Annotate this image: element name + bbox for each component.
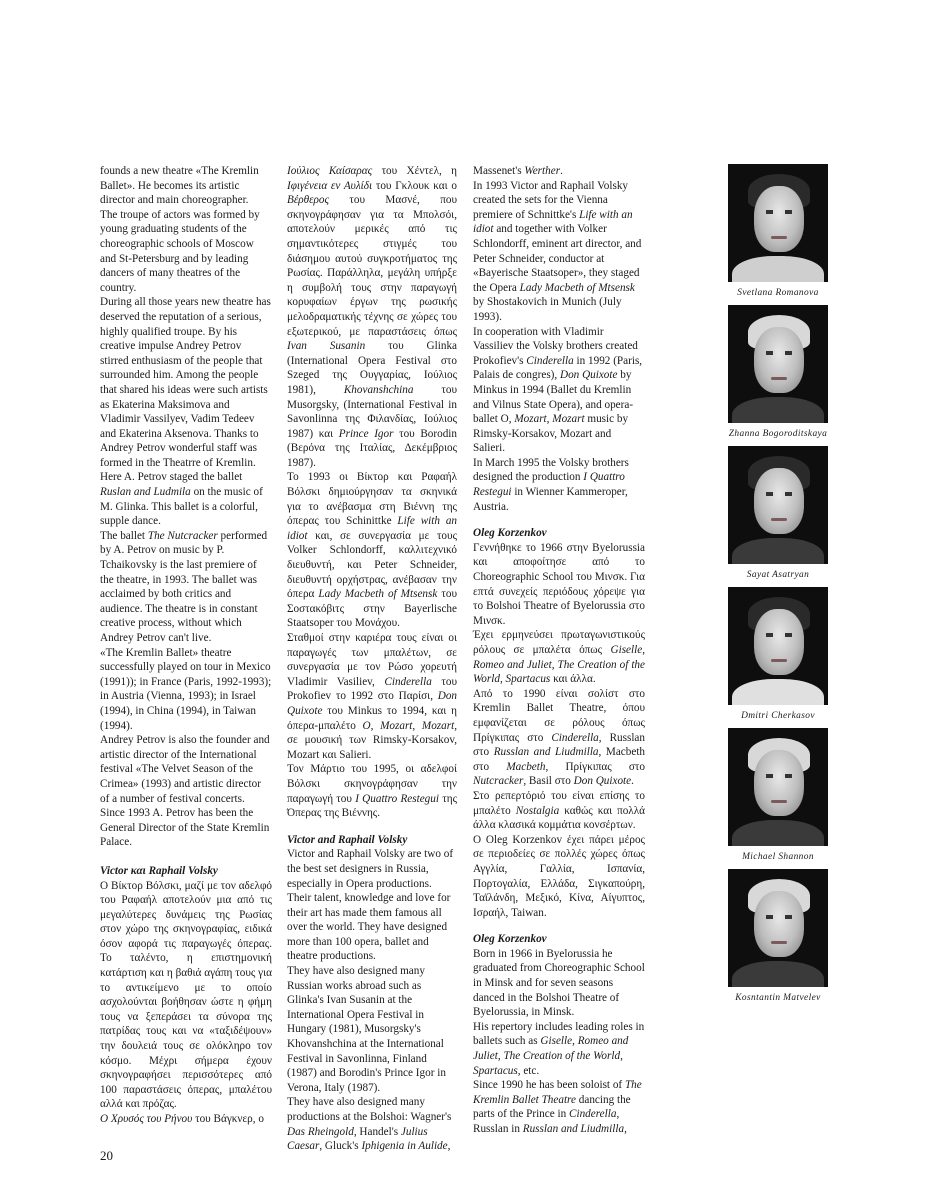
portrait	[728, 164, 830, 298]
paragraph: Τον Μάρτιο του 1995, οι αδελφοί Βόλσκι σκηνογράφησαν την παραγωγή του I Quattro Restegui της Όπερας της Βιέννης.	[287, 763, 458, 820]
paragraph: Victor and Raphail Volsky are two of the best set designers in Russia, especially in Opera productions. Their talent, knowledge and love for their art has made them famous all over the world. They have designed more than 100 opera, ballet and theatre productions.	[287, 848, 454, 963]
section-heading: Oleg Korzenkov	[473, 933, 547, 946]
paragraph: The troupe of actors was formed by young graduating students of the choreographic schools of Moscow and St-Petersburg and by leading dancers of many theatres of the country.	[100, 208, 260, 294]
paragraph: During all those years new theatre has deserved the reputation of a serious, highly qualified troupe. By his creative impulse Andrey Petrov stirred enthusiasm of the people that surrounded him. Among the people that shared his ideas were such artists as Ekaterina Maksimova and Vladimir Vassilyev, Vadim Tedeev and Ekaterina Aksenova. Thanks to Andrey Petrov wonderful staff was formed in the Theatrre of Kremlin.	[100, 296, 271, 469]
paragraph: Since 1993 A. Petrov has been the General Director of the State Kremlin Palace.	[100, 807, 270, 849]
section-heading: Victor και Raphail Volsky	[100, 864, 218, 877]
paragraph: «The Kremlin Ballet» theatre successfully played on tour in Mexico (1991)); in France (Paris, 1992-1993); in Austria (Vienna, 1993); in Israel (1994), in China (1994), in Taiwan (1994).	[100, 646, 272, 732]
paragraph: Since 1990 he has been soloist of The Kremlin Ballet Theatre dancing the parts of the Prince in Cinderella, Russlan in Russlan and Liudmilla,	[473, 1079, 642, 1135]
portrait-caption: Svetlana Romanova	[737, 288, 819, 298]
column-2	[287, 164, 457, 1154]
portrait	[728, 869, 830, 1003]
paragraph: Σταθμοί στην καριέρα τους είναι οι παραγωγές των μπαλέτων, σε συνεργασία με τον Ρώσο χορευτή Vladimir Vasiliev, Cinderella του Prokofiev το 1992 στο Παρίσι, Don Quixote του Minkus το 1994, και η όπερα-μπαλέτο O, Mozart, Mozart, σε μουσική των Rimsky-Korsakov, Mozart και Salieri.	[287, 632, 458, 761]
paragraph: Here A. Petrov staged the ballet Ruslan and Ludmila on the music of M. Glinka. This ballet is a colorful, supple dance.	[100, 471, 263, 528]
paragraph: Andrey Petrov is also the founder and artistic director of the International festival «The Velvet Season of the Crimea» (1993) and artistic director of a number of festival concerts.	[100, 734, 270, 805]
paragraph: Το 1993 οι Βίκτορ και Ραφαήλ Βόλσκι δημιούργησαν τα σκηνικά για το ανέβασμα στη Βιέννη της όπερας του Schinittke Life with an idiot και, σε συνεργασία με τους Volker Schlondorff, καλλιτεχνικό διευθυντή, και Peter Schneider, διευθυντή ορχήστρας, ανέβασαν την όπερα Lady Macbeth of Mtsensk του Σοστακόβιτς στην Bayerlische Staatsoper του Μονάχου.	[287, 471, 458, 630]
portrait-caption: Kosntantin Matvelev	[735, 993, 821, 1003]
paragraph: In cooperation with Vladimir Vassiliev the Volsky brothers created Prokofiev's Cinderella in 1992 (Paris, Palais de congres), Don Quixote by Minkus in 1994 (Ballet du Kremlin and Vilnus State Opera), and opera-ballet O, Mozart, Mozart music by Rimsky-Korsakov, Mozart and Salieri.	[473, 325, 643, 455]
portrait	[728, 728, 830, 862]
portrait-caption: Zhanna Bogoroditskaya	[728, 429, 828, 439]
paragraph: Born in 1966 in Byelorussia he graduated from Choreographic School in Minsk and for seven seasons danced in the Bolshoi Theatre of Byelorussia, in Minsk.	[473, 947, 645, 1019]
portrait-photo-icon	[728, 869, 828, 987]
portrait-photo-icon	[728, 446, 828, 564]
portrait	[728, 305, 830, 439]
paragraph: founds a new theatre «The Kremlin Ballet». He becomes its artistic director and main choreographer.	[100, 165, 259, 207]
portrait	[728, 587, 830, 721]
paragraph: The ballet The Nutcracker performed by A. Petrov on music by P. Tchaikovsky is the last premiere of the theatre, in 1993. The ballet was acclaimed by both critics and audience. The theatre is in constant creative process, without which Andrey Petrov can't live.	[100, 529, 268, 644]
paragraph: In 1993 Victor and Raphail Volsky created the sets for the Vienna premiere of Schnittke's Life with an idiot and together with Volker Schlondorff, eminent art director, and Peter Schneider, conductor at «Bayerische Staatsoper», they staged the Opera Lady Macbeth of Mtsensk by Shostakovich in Munich (July 1993).	[473, 179, 642, 323]
paragraph: Ο Βίκτορ Βόλσκι, μαζί με τον αδελφό του Ραφαήλ αποτελούν μια από τις μεγαλύτερες δυνάμεις της Ρωσίας στον χώρο της σκηνογραφίας, ειδικά όσον αφορά τις παραγωγές όπερας. Το ταλέντο, η επιστημονική κατάρτιση και η βαθιά αγάπη τους για το αντικείμενο με το οποίο ασχολούνται βοήθησαν ώστε η φήμη τους να ξεπεράσει τα σύνορα της πατρίδας τους και να «ταξιδέψουν» την δουλειά τους σε ολόκληρο τον κόσμο. Μέχρι σήμερα έχουν σκηνογραφήσει περισσότερες από 100 παραστάσεις όπερας, μπαλέτου αλλά και πρόζας.	[100, 879, 272, 1111]
portrait-caption: Sayat Asatryan	[746, 570, 810, 580]
paragraph: They have also designed many productions at the Bolshoi: Wagner's Das Rheingold, Handel's Julius Caesar, Gluck's Iphigenia in Aulide,	[287, 1096, 452, 1153]
paragraph: They have also designed many Russian works abroad such as Glinka's Ivan Susanin at the International Opera Festival in Hungary (1981), Musorgsky's Khovanshchina at the International Festival in Savonlinna, Finland (1987) and Borodin's Prince Igor in Verona, Italy (1987).	[287, 965, 446, 1094]
paragraph: Έχει ερμηνεύσει πρωταγωνιστικούς ρόλους σε μπαλέτα όπως Giselle, Romeo and Juliet, The Creation of the World, Spartacus και άλλα.	[473, 629, 646, 686]
paragraph: Ο Oleg Korzenkov έχει πάρει μέρος σε περιοδείες σε πολλές χώρες όπως Αγγλία, Γαλλία, Ισπανία, Πορτογαλία, Ελλάδα, Σιγκαπούρη, Ταϊλάνδη, Μεξικό, Κίνα, Αίγυπτος, Ισραήλ, Taiwan.	[473, 833, 645, 919]
page-number: 20	[100, 1148, 113, 1163]
portrait-caption: Michael Shannon	[742, 852, 814, 862]
paragraph: Massenet's Werther.	[473, 165, 563, 177]
portrait-photo-icon	[728, 164, 828, 282]
column-3	[473, 164, 645, 1137]
section-heading: Victor and Raphail Volsky	[287, 833, 408, 846]
paragraph: In March 1995 the Volsky brothers designed the production I Quattro Restegui in Wienner Kammeroper, Austria.	[473, 456, 629, 513]
paragraph: Στο ρεπερτόριό του είναι επίσης το μπαλέτο Nostalgia καθώς και πολλά άλλα κλασικά κομμάτια κονσέρτων.	[473, 789, 646, 832]
section-heading: Oleg Korzenkov	[473, 527, 547, 540]
paragraph: His repertory includes leading roles in ballets such as Giselle, Romeo and Juliet, The Creation of the World, Spartacus, etc.	[473, 1020, 645, 1077]
portrait-photo-icon	[728, 305, 828, 423]
portrait-caption: Dmitri Cherkasov	[741, 711, 815, 721]
portrait	[728, 446, 830, 580]
paragraph: Ο Χρυσός του Ρήνου του Βάγκνερ, ο	[100, 1113, 264, 1125]
portrait-photo-icon	[728, 728, 828, 846]
paragraph: Ιούλιος Καίσαρας του Χέντελ, η Ιφιγένεια εν Αυλίδι του Γκλουκ και ο Βέρθερος του Μασνέ, που σκηνογράφησαν για τα Μπολσόι, αποτελούν μερικές από τις σημαντικότερες στιγμές του διάσημου αυτού συγκροτήματος της Ρωσίας. Παράλληλα, μεγάλη υπήρξε η συμβολή τους στην παραγωγή κορυφαίων έργων της ρωσικής μελοδραματικής τέχνης σε χώρες του εξωτερικού, με παραστάσεις όπως Ivan Susanin του Glinka (International Opera Festival στο Szeged της Ουγγαρίας, Ιούλιος 1981), Khovanshchina του Musorgsky, (International Festival in Savonlinna της Φιλανδίας, Ιούλιος 1987) και Prince Igor του Borodin (Βερόνα της Ιταλίας, Δεκέμβριος 1987).	[287, 165, 458, 469]
paragraph: Από το 1990 είναι σολίστ στο Kremlin Ballet Theatre, όπου εμφανίζεται σε ρόλους όπως Πρίγκιπας στο Cinderella, Russlan στο Russlan and Liudmilla, Macbeth στο Macbeth, Πρίγκιπας στο Nutcracker, Basil στο Don Quixote.	[473, 687, 646, 788]
portrait-column	[728, 164, 830, 1010]
paragraph: Γεννήθηκε το 1966 στην Byelorussia και αποφοίτησε από το Choreographic School του Μινσκ. Για επτά συνεχείς περιόδους χόρεψε για το Bolshoi Theatre of Byelorussia στο Μινσκ.	[473, 541, 645, 627]
column-1	[100, 164, 272, 1127]
portrait-photo-icon	[728, 587, 828, 705]
